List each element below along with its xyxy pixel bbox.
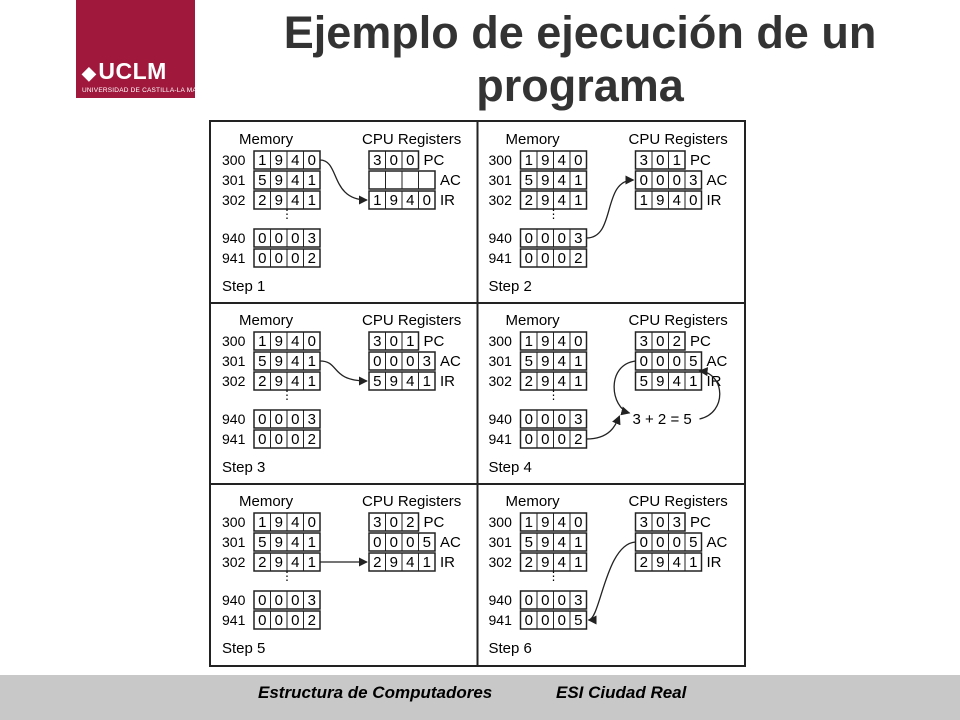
digit: 3 (574, 411, 583, 428)
digit: 0 (672, 534, 681, 551)
digit: 4 (406, 192, 415, 209)
digit: 0 (274, 431, 283, 448)
digit: 4 (291, 554, 300, 571)
memory-address: 300 (488, 152, 512, 168)
digit: 9 (274, 514, 283, 531)
digit: 0 (574, 152, 583, 169)
digit: 3 (639, 152, 648, 169)
ac-label: AC (440, 172, 461, 189)
digit: 0 (541, 250, 550, 267)
pc-label: PC (690, 514, 711, 531)
digit: 5 (524, 353, 533, 370)
digit: 3 (373, 514, 382, 531)
digit: 0 (574, 514, 583, 531)
digit: 2 (574, 250, 583, 267)
digit: 4 (291, 333, 300, 350)
ac-label: AC (706, 172, 728, 189)
digit: 0 (422, 192, 431, 209)
digit: 0 (541, 592, 550, 609)
digit: 0 (291, 250, 300, 267)
digit: 4 (557, 172, 566, 189)
digit: 9 (274, 152, 283, 169)
digit: 9 (274, 554, 283, 571)
logo-name: UCLM (98, 58, 167, 84)
uclm-logo (76, 0, 217, 98)
digit: 9 (389, 554, 398, 571)
fetch-arrow (320, 160, 367, 200)
memory-address: 300 (222, 333, 246, 349)
digit: 3 (307, 592, 316, 609)
step-label: Step 6 (488, 640, 532, 657)
digit: 9 (274, 333, 283, 350)
digit: 4 (557, 192, 566, 209)
digit: 2 (406, 514, 415, 531)
digit: 1 (574, 534, 583, 551)
digit: 9 (541, 554, 550, 571)
digit: 5 (258, 353, 267, 370)
digit: 9 (541, 534, 550, 551)
digit: 9 (541, 353, 550, 370)
digit: 4 (672, 192, 681, 209)
memory-address: 300 (488, 514, 512, 530)
digit: 4 (557, 554, 566, 571)
digit: 9 (656, 192, 665, 209)
ir-label: IR (440, 554, 455, 571)
digit: 0 (274, 250, 283, 267)
memory-address: 940 (488, 411, 512, 427)
digit: 0 (557, 250, 566, 267)
memory-address: 302 (222, 554, 246, 570)
digit: 1 (307, 554, 316, 571)
digit: 5 (689, 534, 698, 551)
digit: 4 (557, 353, 566, 370)
digit: 1 (574, 554, 583, 571)
step-label: Step 5 (222, 640, 266, 657)
digit: 0 (258, 592, 267, 609)
ellipsis-mark: ⋮ (281, 207, 293, 221)
digit: 0 (373, 534, 382, 551)
digit: 0 (557, 230, 566, 247)
memory-title: Memory (239, 493, 294, 510)
ellipsis-mark: ⋮ (281, 388, 293, 402)
digit: 0 (258, 230, 267, 247)
digit: 0 (389, 333, 398, 350)
digit: 0 (389, 534, 398, 551)
digit: 0 (672, 353, 681, 370)
memory-address: 302 (222, 373, 246, 389)
digit: 9 (541, 192, 550, 209)
digit: 3 (574, 592, 583, 609)
digit: 3 (574, 230, 583, 247)
digit: 4 (291, 514, 300, 531)
digit: 4 (291, 353, 300, 370)
logo-symbol-icon: ◆ (82, 63, 97, 83)
digit: 1 (524, 152, 533, 169)
digit: 4 (291, 192, 300, 209)
ir-label: IR (706, 373, 722, 390)
pc-label: PC (690, 152, 711, 169)
pc-label: PC (690, 333, 711, 350)
memory-address: 940 (222, 411, 246, 427)
digit: 1 (258, 514, 267, 531)
cpu-registers-title: CPU Registers (628, 493, 728, 510)
digit: 0 (389, 514, 398, 531)
memory-address: 940 (488, 230, 512, 246)
memory-address: 941 (222, 250, 246, 266)
digit: 2 (258, 554, 267, 571)
digit: 0 (274, 612, 283, 629)
addition-note: 3 + 2 = 5 (632, 411, 692, 428)
digit: 0 (291, 592, 300, 609)
ellipsis-mark: ⋮ (547, 388, 560, 402)
digit: 5 (373, 373, 382, 390)
ir-label: IR (706, 554, 722, 571)
digit: 0 (258, 431, 267, 448)
digit: 0 (656, 534, 665, 551)
digit: 1 (422, 554, 431, 571)
load-arrow (587, 180, 634, 238)
digit: 4 (557, 514, 566, 531)
digit: 4 (406, 554, 415, 571)
digit: 1 (689, 373, 698, 390)
digit: 3 (307, 230, 316, 247)
pc-label: PC (423, 152, 445, 169)
diagram-canvas (211, 122, 744, 665)
digit: 4 (557, 333, 566, 350)
digit: 0 (557, 592, 566, 609)
digit: 0 (291, 411, 300, 428)
digit: 1 (574, 192, 583, 209)
digit: 0 (389, 353, 398, 370)
digit: 1 (258, 152, 267, 169)
memory-address: 941 (222, 612, 246, 628)
cpu-registers-title: CPU Registers (628, 131, 728, 148)
digit: 5 (524, 172, 533, 189)
digit: 0 (258, 411, 267, 428)
ac-label: AC (440, 534, 461, 551)
ac-to-sum-arrow (614, 361, 635, 413)
digit: 0 (274, 592, 283, 609)
digit: 0 (389, 152, 398, 169)
digit: 4 (291, 534, 300, 551)
memory-address: 941 (488, 612, 512, 628)
step-label: Step 4 (488, 459, 532, 476)
memory-address: 301 (488, 534, 512, 550)
memory-address: 301 (488, 172, 512, 188)
logo-wordmark (82, 58, 167, 85)
digit: 0 (524, 592, 533, 609)
ac-label: AC (440, 353, 461, 370)
digit: 9 (541, 333, 550, 350)
digit: 9 (656, 554, 665, 571)
digit: 4 (672, 554, 681, 571)
digit: 0 (373, 353, 382, 370)
digit: 0 (541, 431, 550, 448)
memory-address: 301 (222, 534, 246, 550)
digit: 2 (373, 554, 382, 571)
digit: 0 (557, 612, 566, 629)
cpu-registers-title: CPU Registers (628, 312, 728, 329)
digit: 0 (406, 534, 415, 551)
digit: 0 (307, 514, 316, 531)
digit: 0 (639, 353, 648, 370)
digit: 9 (274, 353, 283, 370)
step-label: Step 2 (488, 278, 532, 295)
digit: 0 (656, 353, 665, 370)
digit: 4 (406, 373, 415, 390)
ellipsis-mark: ⋮ (547, 569, 560, 583)
digit: 1 (639, 192, 648, 209)
ac-label: AC (706, 534, 728, 551)
ir-label: IR (706, 192, 722, 209)
digit: 0 (672, 172, 681, 189)
digit: 1 (307, 373, 316, 390)
digit: 0 (656, 152, 665, 169)
digit: 4 (291, 152, 300, 169)
memory-address: 302 (488, 192, 512, 208)
memory-address: 940 (222, 592, 246, 608)
digit: 1 (307, 172, 316, 189)
memory-address: 300 (222, 514, 246, 530)
digit: 0 (291, 230, 300, 247)
digit: 1 (574, 353, 583, 370)
ir-label: IR (440, 192, 455, 209)
digit: 5 (422, 534, 431, 551)
digit: 4 (557, 534, 566, 551)
digit: 3 (373, 152, 382, 169)
footer-bar (0, 675, 960, 720)
digit: 1 (524, 333, 533, 350)
digit: 0 (689, 192, 698, 209)
digit: 4 (291, 373, 300, 390)
digit: 9 (389, 373, 398, 390)
memory-address: 941 (488, 250, 512, 266)
digit: 2 (307, 250, 316, 267)
digit: 1 (307, 353, 316, 370)
digit: 5 (524, 534, 533, 551)
digit: 0 (524, 431, 533, 448)
digit: 2 (524, 192, 533, 209)
digit: 2 (307, 612, 316, 629)
logo-subtitle: UNIVERSIDAD DE CASTILLA-LA MANCHA (82, 87, 217, 94)
digit: 5 (574, 612, 583, 629)
digit: 0 (524, 250, 533, 267)
digit: 1 (307, 192, 316, 209)
digit: 4 (557, 152, 566, 169)
digit: 0 (557, 411, 566, 428)
digit: 0 (541, 230, 550, 247)
digit: 1 (307, 534, 316, 551)
digit: 2 (639, 554, 648, 571)
footer-course: Estructura de Computadores (258, 683, 493, 702)
digit: 0 (307, 152, 316, 169)
cpu-registers-title: CPU Registers (362, 493, 462, 510)
digit: 0 (258, 250, 267, 267)
digit: 5 (258, 172, 267, 189)
digit: 3 (689, 172, 698, 189)
digit: 9 (274, 172, 283, 189)
digit: 0 (574, 333, 583, 350)
memory-title: Memory (239, 312, 294, 329)
digit: 0 (639, 534, 648, 551)
footer-school: ESI Ciudad Real (556, 683, 687, 702)
digit: 9 (274, 534, 283, 551)
digit: 1 (422, 373, 431, 390)
memory-title: Memory (505, 312, 560, 329)
memory-address: 941 (488, 431, 512, 447)
digit: 9 (656, 373, 665, 390)
digit: 4 (557, 373, 566, 390)
digit: 9 (541, 152, 550, 169)
memory-address: 300 (488, 333, 512, 349)
memory-address: 301 (488, 353, 512, 369)
cpu-registers-title: CPU Registers (362, 312, 462, 329)
digit: 0 (656, 333, 665, 350)
digit: 0 (406, 152, 415, 169)
digit: 5 (258, 534, 267, 551)
digit: 1 (406, 333, 415, 350)
digit: 0 (524, 411, 533, 428)
digit: 1 (689, 554, 698, 571)
memory-title: Memory (505, 493, 560, 510)
digit: 3 (373, 333, 382, 350)
digit: 0 (291, 431, 300, 448)
digit: 3 (639, 514, 648, 531)
memory-title: Memory (239, 131, 294, 148)
digit: 3 (639, 333, 648, 350)
digit: 0 (524, 230, 533, 247)
digit: 3 (422, 353, 431, 370)
digit: 1 (574, 373, 583, 390)
slide-title: Ejemplo de ejecución de un programa (283, 7, 877, 111)
store-arrow (589, 542, 636, 620)
digit: 0 (307, 333, 316, 350)
cpu-registers-title: CPU Registers (362, 131, 462, 148)
step-label: Step 3 (222, 459, 266, 476)
digit: 9 (274, 373, 283, 390)
digit: 9 (541, 373, 550, 390)
ellipsis-mark: ⋮ (281, 569, 293, 583)
pc-label: PC (423, 333, 445, 350)
ir-label: IR (440, 373, 455, 390)
digit: 4 (291, 172, 300, 189)
digit: 0 (258, 612, 267, 629)
step-label: Step 1 (222, 278, 266, 295)
digit: 3 (307, 411, 316, 428)
memory-address: 940 (488, 592, 512, 608)
operand-arrow (587, 416, 620, 439)
ac-label: AC (706, 353, 728, 370)
digit: 0 (541, 411, 550, 428)
digit: 1 (524, 514, 533, 531)
digit: 0 (274, 230, 283, 247)
digit: 2 (524, 554, 533, 571)
digit: 0 (656, 514, 665, 531)
memory-address: 941 (222, 431, 246, 447)
digit: 2 (524, 373, 533, 390)
digit: 9 (541, 172, 550, 189)
digit: 2 (307, 431, 316, 448)
digit: 0 (291, 612, 300, 629)
digit: 2 (672, 333, 681, 350)
digit: 5 (639, 373, 648, 390)
digit: 0 (557, 431, 566, 448)
digit: 3 (672, 514, 681, 531)
digit: 4 (672, 373, 681, 390)
digit: 9 (541, 514, 550, 531)
execution-diagram (209, 120, 746, 667)
digit: 9 (389, 192, 398, 209)
digit: 1 (373, 192, 382, 209)
digit: 1 (258, 333, 267, 350)
ellipsis-mark: ⋮ (547, 207, 560, 221)
digit: 2 (258, 192, 267, 209)
memory-address: 301 (222, 353, 246, 369)
digit: 0 (524, 612, 533, 629)
memory-address: 302 (488, 554, 512, 570)
fetch-arrow (320, 361, 367, 381)
digit: 0 (639, 172, 648, 189)
memory-address: 940 (222, 230, 246, 246)
memory-address: 302 (222, 192, 246, 208)
digit: 0 (406, 353, 415, 370)
digit: 2 (258, 373, 267, 390)
digit: 0 (541, 612, 550, 629)
digit: 0 (274, 411, 283, 428)
digit: 1 (574, 172, 583, 189)
memory-address: 302 (488, 373, 512, 389)
memory-address: 300 (222, 152, 246, 168)
digit: 1 (672, 152, 681, 169)
digit: 9 (274, 192, 283, 209)
digit: 0 (656, 172, 665, 189)
memory-title: Memory (505, 131, 560, 148)
digit: 5 (689, 353, 698, 370)
pc-label: PC (423, 514, 445, 531)
memory-address: 301 (222, 172, 246, 188)
digit: 2 (574, 431, 583, 448)
